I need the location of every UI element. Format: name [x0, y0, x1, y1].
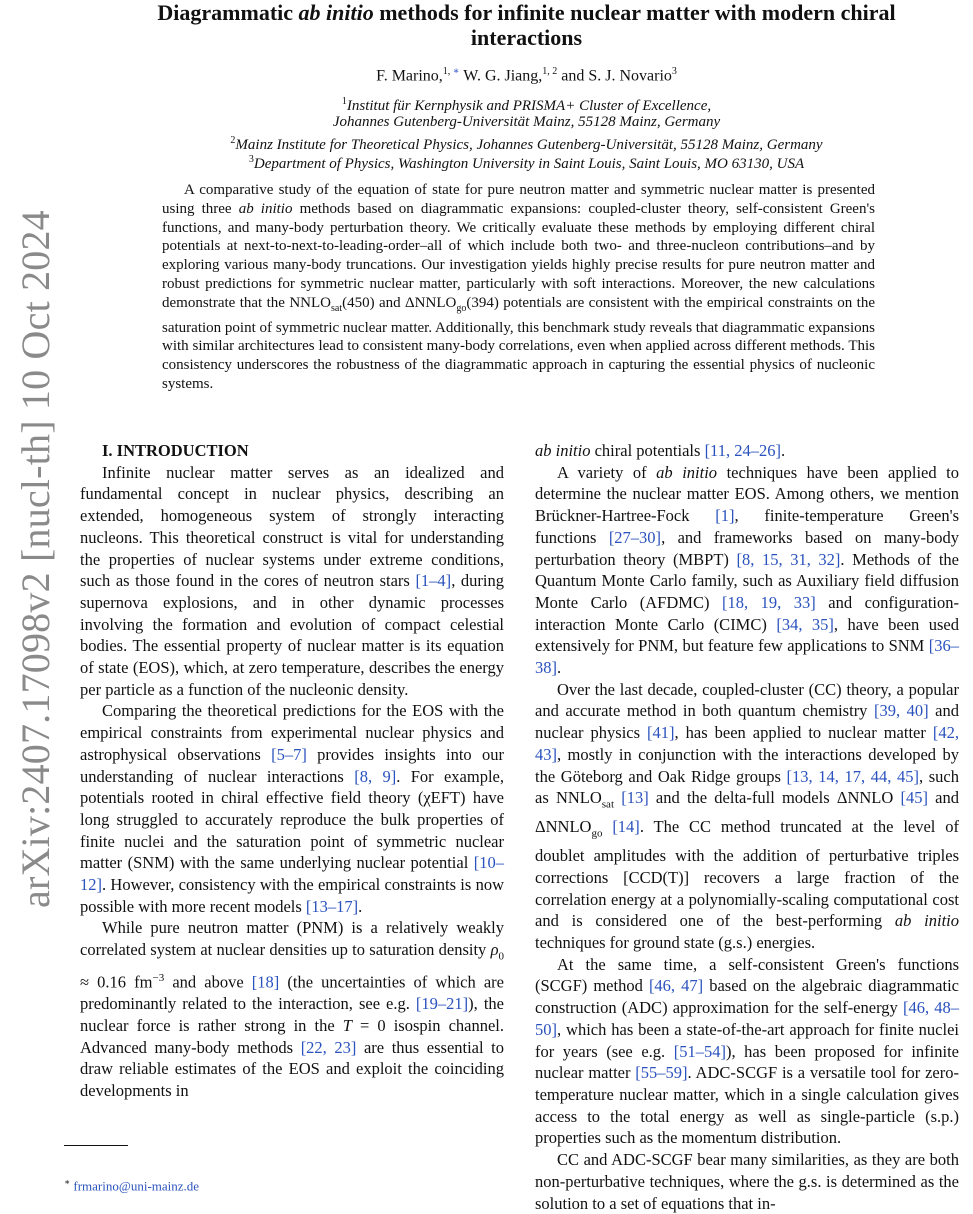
right-paragraph-3: Over the last decade, coupled-cluster (CC) theory, a popular and accurate method in both quantum chemistry [39, 40] and nuclear physics [41], has been applied to nuclear matter [42, 43], mostly in conjunction with the interactions developed by the Göteborg and Oak Ridge groups [13, 14, 17, 44, 45], such as $NNLO_{sat}$ [13] and the delta-full models ΔNNLO [45] and $\Delta NNLO_{go}$ [14]. The CC method truncated at the level of doublet amplitudes with the addition of perturbative triples corrections [CCD(T)] recovers a large fraction of the correlation energy at a polynomially-scaling computational cost and is considered one of the best-performing ab initio techniques for ground state (g.s.) energies.: [535, 679, 960, 953]
left-column: [80, 440, 504, 1102]
author-list: F. Marino,$^{1, ∗}$ W. G. Jiang,$^{1, 2}$ and S. J. Novario$^3$: [376, 66, 677, 85]
affiliation-3: $^3$Department of Physics, Washington University in Saint Louis, Saint Louis, MO 63130, USA: [248, 154, 805, 172]
title-line-1: Diagrammatic ab initio methods for infinite nuclear matter with modern chiral: [157, 0, 896, 25]
right-paragraph-5: CC and ADC-SCGF bear many similarities, as they are both non-perturbative techniques, where the g.s. is determined as the solution to a set of equations that in-: [535, 1150, 959, 1213]
affiliation-1-cont: Johannes Gutenberg-Universität Mainz, 55128 Mainz, Germany: [332, 114, 721, 130]
left-paragraph-2: Comparing the theoretical predictions for the EOS with the empirical constraints from experimental nuclear physics and astrophysical observations [5–7] provides insights into our understanding of nuclear interactions [8, 9]. For example, potentials rooted in chiral effective field theory (χEFT) have long struggled to accurately reproduce the bulk properties of finite nuclei and the saturation point of symmetric nuclear matter (SNM) with the same underlying nuclear potential [10–12]. However, consistency with the empirical constraints is now possible with more recent models [13–17].: [80, 701, 504, 916]
right-column: [535, 440, 959, 1214]
affiliation-1: $^1$Institut für Kernphysik and PRISMA+ Cluster of Excellence,: [341, 96, 712, 114]
footnote-rule: [64, 1145, 128, 1146]
right-paragraph-1: ab initio chiral potentials [11, 24–26].: [535, 441, 786, 460]
right-paragraph-4: At the same time, a self-consistent Green's functions (SCGF) method [46, 47] based on the algebraic diagrammatic construction (ADC) approximation for the self-energy [46, 48–50], which has been a state-of-the-art approach for finite nuclei for years (see e.g. [51–54]), has been proposed for infinite nuclear matter [55–59]. ADC-SCGF is a versatile tool for zero-temperature nuclear matter, which in a single calculation gives access to the total energy as well as single-particle (s.p.) properties such as the momentum distribution.: [535, 954, 959, 1148]
section-title: I. INTRODUCTION: [102, 441, 249, 460]
left-paragraph-3: While pure neutron matter (PNM) is a relatively weakly correlated system at nuclear densities up to saturation density $\rho_0 \approx 0.16$ $fm^{-3}$ and above [18] (the uncertainties of which are predominantly related to the interaction, see e.g. [19–21]), the nuclear force is rather strong in the T = 0 isospin channel. Advanced many-body methods [22, 23] are thus essential to draw reliable estimates of the EOS and exploit the coinciding developments in: [80, 918, 504, 1101]
right-paragraph-2: A variety of ab initio techniques have been applied to determine the nuclear matter EOS. Among others, we mention Brückner-Hartree-Fock [1], finite-temperature Green's functions [27–30], and frameworks based on many-body perturbation theory (MBPT) [8, 15, 31, 32]. Methods of the Quantum Monte Carlo family, such as Auxiliary field diffusion Monte Carlo (AFDMC) [18, 19, 33] and configuration-interaction Monte Carlo (CIMC) [34, 35], have been used extensively for PNM, but feature few applications to SNM [36–38].: [535, 462, 959, 678]
paper-title: [80, 0, 973, 50]
arxiv-identifier: arXiv:2407.17098v2 [nucl-th] 10 Oct 2024: [13, 210, 58, 908]
email-link[interactable]: frmarino@uni-mainz.de: [73, 1178, 200, 1194]
left-paragraph-1: Infinite nuclear matter serves as an idealized and fundamental concept in nuclear physics, describing an extended, homogeneous system of strongly interacting nucleons. This theoretical construct is vital for understanding the properties of nuclear systems under extreme conditions, such as those found in the cores of neutron stars [1–4], during supernova explosions, and in other dynamic processes involving the formation and evolution of compact celestial bodies. The essential property of nuclear matter is its equation of state (EOS), which, at zero temperature, describes the energy per particle as a function of the nucleonic density.: [80, 462, 504, 699]
footnote: ∗ frmarino@uni-mainz.de: [64, 1177, 200, 1194]
affiliation-2: $^2$Mainz Institute for Theoretical Physics, Johannes Gutenberg-Universität, 55128 Mainz, Germany: [230, 135, 823, 153]
title-line-2: interactions: [470, 25, 583, 50]
abstract: A comparative study of the equation of state for pure neutron matter and symmetric nuclear matter is presented using three ab initio methods based on diagrammatic expansions: coupled-cluster theory, self-consistent Green's functions, and many-body perturbation theory. We critically evaluate these methods by employing different chiral potentials at next-to-next-to-leading-order–all of which include both two- and three-nucleon contributions–and by exploring various many-body truncations. Our investigation yields highly precise results for pure neutron matter and robust predictions for symmetric nuclear matter, particularly with soft interactions. Moreover, the new calculations demonstrate that the $NNLO_{sat}(450)$ and $\Delta NNLO_{go}(394)$ potentials are consistent with the empirical constraints on the saturation point of symmetric nuclear matter. Additionally, this benchmark study reveals that diagrammatic expansions with similar architectures lead to consistent many-body correlations, even when applied across different methods. This consistency underscores the robustness of the diagrammatic approach in capturing the essential physics of nucleonic systems.: [162, 182, 876, 392]
